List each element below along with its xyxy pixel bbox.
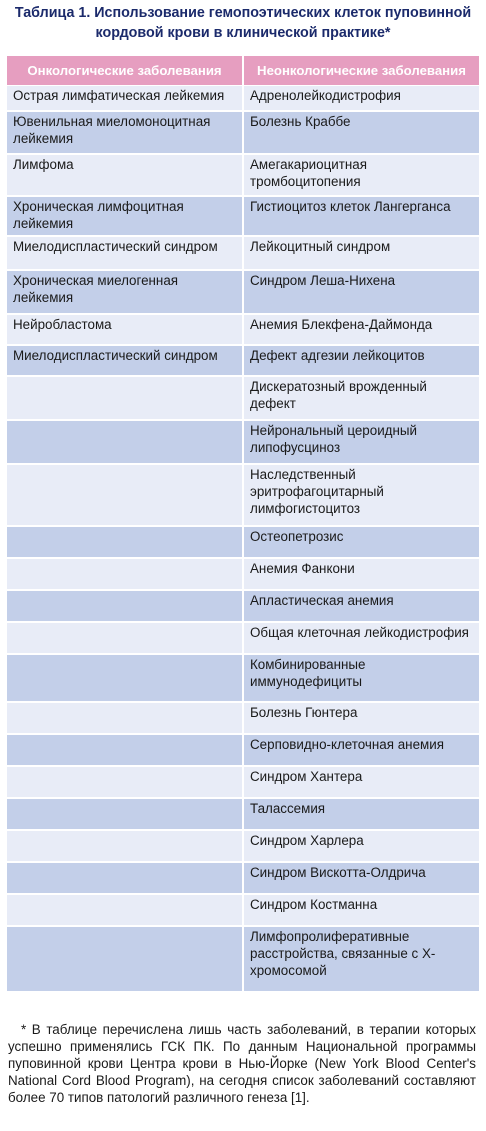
non-oncological-cell: Нейрональный цероидный липофусциноз <box>244 420 479 464</box>
oncological-cell <box>7 376 244 420</box>
non-oncological-cell: Дискератозный врожденный дефект <box>244 376 479 420</box>
table-row <box>7 85 479 111</box>
table-row <box>7 558 479 590</box>
non-oncological-cell: Амегакариоцитная тромбоцитопения <box>244 154 479 196</box>
non-oncological-cell: Апластическая анемия <box>244 590 479 622</box>
oncological-cell: Острая лимфатическая лейкемия <box>7 85 244 111</box>
table-row <box>7 590 479 622</box>
table-footnote: * В таблице перечислена лишь часть заболеваний, в терапии которых успешно применялись ГСК ПК. По данным Национальной программы пуповинной крови Центра крови в Нью-Йорке (New York Blood Center's National Cord Blood Program), на сегодня список заболеваний составляют более 70 типов патологий различного генеза [1]. <box>8 1022 476 1105</box>
table-row <box>7 270 479 314</box>
table-row <box>7 420 479 464</box>
table-header-row <box>7 56 479 85</box>
non-oncological-cell: Талассемия <box>244 798 479 830</box>
oncological-cell: Ювенильная миеломоноцитная лейкемия <box>7 111 244 154</box>
oncological-cell <box>7 926 244 992</box>
oncological-cell: Миелодиспластический синдром <box>7 345 244 376</box>
non-oncological-cell: Адренолейкодистрофия <box>244 85 479 111</box>
table-row <box>7 622 479 654</box>
non-oncological-cell: Остеопетрозис <box>244 526 479 558</box>
non-oncological-cell: Наследственный эритрофагоцитарный лимфогистоцитоз <box>244 464 479 526</box>
oncological-cell <box>7 862 244 894</box>
table-row <box>7 926 479 992</box>
oncological-cell <box>7 622 244 654</box>
non-oncological-cell: Синдром Леша-Нихена <box>244 270 479 314</box>
table-row <box>7 154 479 196</box>
table-row <box>7 464 479 526</box>
non-oncological-cell: Синдром Костманна <box>244 894 479 926</box>
table-row <box>7 236 479 270</box>
table-row <box>7 314 479 345</box>
oncological-cell: Хроническая лимфоцитная лейкемия <box>7 196 244 236</box>
oncological-cell <box>7 734 244 766</box>
table-row <box>7 111 479 154</box>
oncological-cell <box>7 766 244 798</box>
table-row <box>7 734 479 766</box>
oncological-cell: Хроническая миелогенная лейкемия <box>7 270 244 314</box>
non-oncological-cell: Общая клеточная лейкодистрофия <box>244 622 479 654</box>
non-oncological-cell: Дефект адгезии лейкоцитов <box>244 345 479 376</box>
non-oncological-cell: Лейкоцитный синдром <box>244 236 479 270</box>
table-row <box>7 830 479 862</box>
table-title: Таблица 1. Использование гемопоэтических клеток пуповинной кордовой крови в клинической практике* <box>14 5 472 41</box>
non-oncological-cell: Синдром Хантера <box>244 766 479 798</box>
oncological-cell <box>7 464 244 526</box>
oncological-cell <box>7 590 244 622</box>
header-oncological: Онкологические заболевания <box>7 56 244 85</box>
oncological-cell <box>7 702 244 734</box>
non-oncological-cell: Синдром Вискотта-Олдрича <box>244 862 479 894</box>
table-row <box>7 526 479 558</box>
table-row <box>7 862 479 894</box>
table-row <box>7 894 479 926</box>
oncological-cell: Нейробластома <box>7 314 244 345</box>
non-oncological-cell: Анемия Блекфена-Даймонда <box>244 314 479 345</box>
oncological-cell <box>7 830 244 862</box>
oncological-cell: Лимфома <box>7 154 244 196</box>
table-row <box>7 345 479 376</box>
oncological-cell <box>7 558 244 590</box>
table-row <box>7 196 479 236</box>
oncological-cell <box>7 420 244 464</box>
table-row <box>7 702 479 734</box>
oncological-cell: Миелодиспластический синдром <box>7 236 244 270</box>
non-oncological-cell: Синдром Харлера <box>244 830 479 862</box>
oncological-cell <box>7 894 244 926</box>
non-oncological-cell: Серповидно-клеточная анемия <box>244 734 479 766</box>
oncological-cell <box>7 798 244 830</box>
non-oncological-cell: Болезнь Гюнтера <box>244 702 479 734</box>
non-oncological-cell: Комбинированные иммунодефициты <box>244 654 479 702</box>
header-non-oncological: Неонкологические заболевания <box>244 56 479 85</box>
table-row <box>7 654 479 702</box>
non-oncological-cell: Гистиоцитоз клеток Лангерганса <box>244 196 479 236</box>
non-oncological-cell: Лимфопролиферативные расстройства, связанные с Х-хромосомой <box>244 926 479 992</box>
table-row <box>7 376 479 420</box>
oncological-cell <box>7 526 244 558</box>
table-row <box>7 766 479 798</box>
oncological-cell <box>7 654 244 702</box>
non-oncological-cell: Болезнь Краббе <box>244 111 479 154</box>
diseases-table <box>7 56 479 992</box>
non-oncological-cell: Анемия Фанкони <box>244 558 479 590</box>
table-row <box>7 798 479 830</box>
